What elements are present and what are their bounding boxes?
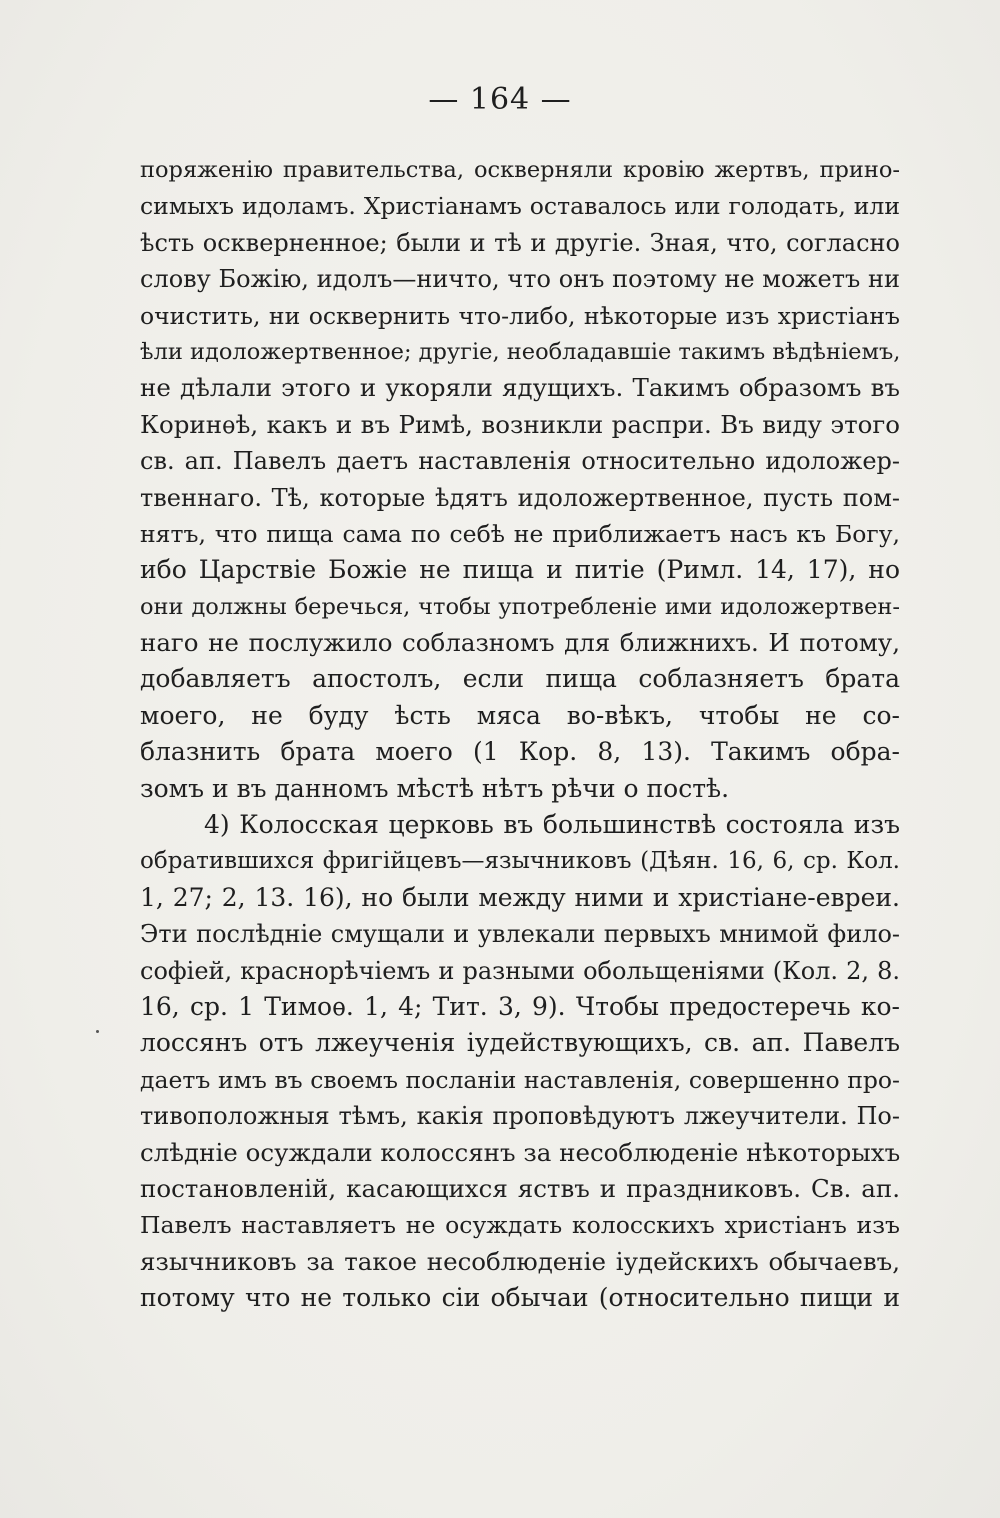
text-line: зомъ и въ данномъ мѣстѣ нѣтъ рѣчи о постѣ. (140, 773, 730, 803)
text-line: даетъ имъ въ своемъ посланіи наставленія, совершенно про- (140, 1065, 900, 1094)
margin-speck (96, 1030, 99, 1033)
text-line: Эти послѣдніе смущали и увлекали первыхъ мнимой фило- (140, 920, 900, 949)
text-line: св. ап. Павелъ даетъ наставленія относительно идоложер- (140, 447, 900, 476)
page-number: — 164 — (428, 82, 572, 117)
text-line: они должны беречься, чтобы употребленіе ими идоложертвен- (140, 593, 900, 620)
text-line: Павелъ наставляетъ не осуждать колосскихъ христіанъ изъ (140, 1211, 900, 1240)
text-line: твеннаго. Тѣ, которые ѣдятъ идоложертвенное, пусть пом- (140, 483, 900, 512)
text-line: 4) Колосская церковь въ большинствѣ состояла изъ (204, 810, 900, 840)
text-line: очистить, ни осквернить что-либо, нѣкоторые изъ христіанъ (140, 301, 900, 330)
text-line: тивоположныя тѣмъ, какія проповѣдуютъ лжеучители. По- (140, 1102, 900, 1131)
text-line: ѣсть оскверненное; были и тѣ и другіе. Зная, что, согласно (140, 228, 900, 257)
text-line: 16, ср. 1 Тимоѳ. 1, 4; Тит. 3, 9). Чтобы предостеречь ко- (140, 991, 900, 1021)
text-line: слову Божію, идолъ—ничто, что онъ поэтому не можетъ ни (140, 265, 900, 294)
text-line: 1, 27; 2, 13. 16), но были между ними и христіане-евреи. (140, 882, 900, 912)
text-line: наго не послужило соблазномъ для ближнихъ. И потому, (140, 628, 900, 658)
text-line: Коринѳѣ, какъ и въ Римѣ, возникли распри. Въ виду этого (140, 409, 900, 439)
text-line: обратившихся фригійцевъ—язычниковъ (Дѣян. 16, 6, ср. Кол. (140, 848, 900, 875)
text-line: симыхъ идоламъ. Христіанамъ оставалось или голодать, или (140, 192, 900, 221)
text-line: ѣли идоложертвенное; другіе, необладавшіе такимъ вѣдѣніемъ, (140, 338, 900, 365)
text-line: лоссянъ отъ лжеученія іудействующихъ, св. ап. Павелъ (140, 1028, 900, 1058)
text-line: моего, не буду ѣсть мяса во-вѣкъ, чтобы не со- (140, 700, 900, 730)
text-line: добавляетъ апостолъ, если пища соблазняетъ брата (140, 664, 900, 694)
text-line: софіей, краснорѣчіемъ и разными обольщеніями (Кол. 2, 8. (140, 956, 900, 985)
body-text (140, 152, 900, 1317)
text-line: не дѣлали этого и укоряли ядущихъ. Такимъ образомъ въ (140, 373, 900, 403)
text-line: нятъ, что пища сама по себѣ не приближаетъ насъ къ Богу, (140, 519, 900, 548)
text-line: потому что не только сіи обычаи (относительно пищи и (140, 1283, 900, 1313)
text-line: поряженію правительства, оскверняли кровію жертвъ, прино- (140, 157, 900, 183)
text-line: язычниковъ за такое несоблюденіе іудейскихъ обычаевъ, (140, 1246, 900, 1276)
text-line: постановленій, касающихся яствъ и праздниковъ. Св. ап. (140, 1173, 900, 1203)
text-line: блазнить брата моего (1 Кор. 8, 13). Такимъ обра- (140, 737, 900, 767)
text-line: ибо Царствіе Божіе не пища и питіе (Римл. 14, 17), но (140, 555, 900, 585)
text-line: слѣдніе осуждали колоссянъ за несоблюденіе нѣкоторыхъ (140, 1137, 900, 1167)
